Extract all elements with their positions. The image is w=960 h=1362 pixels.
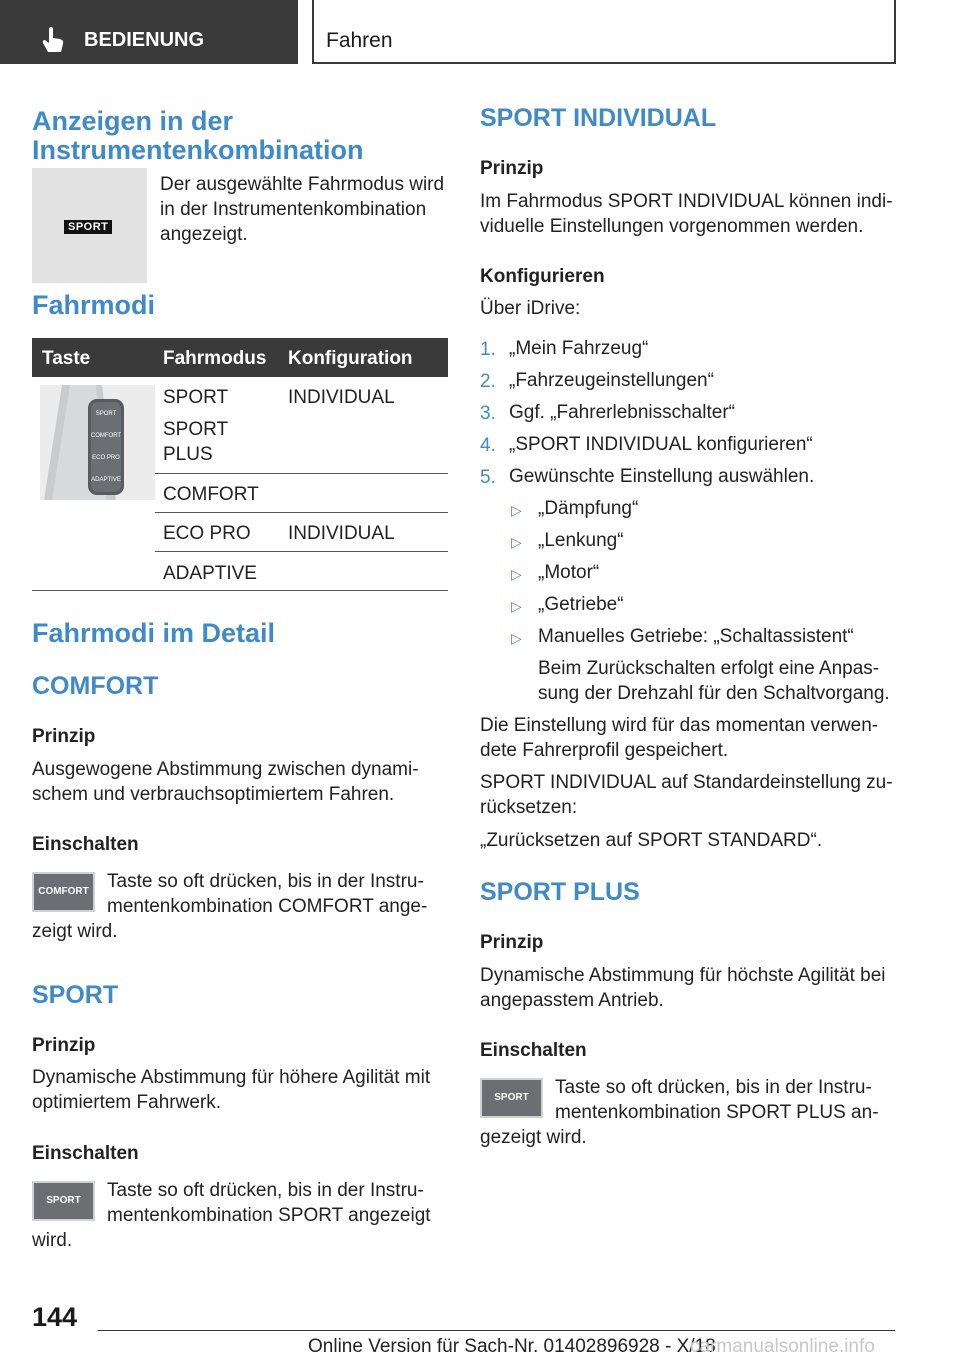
individual-configure-label: Konfigurieren [480, 266, 605, 287]
sport-plus-switch-label: Einschalten [480, 1040, 587, 1061]
individual-principle-label: Prinzip [480, 158, 544, 179]
table-header-config: Konfiguration [288, 348, 413, 369]
table-row-divider [155, 551, 448, 552]
mode-switch-console-image [40, 385, 155, 500]
cluster-display-image [32, 168, 147, 283]
step-number: 2. [480, 371, 496, 392]
mode-sport-plus-line2: PLUS [163, 444, 213, 465]
sport-plus-principle-label: Prinzip [480, 932, 544, 953]
comfort-button-image [32, 872, 95, 912]
mode-adaptive: ADAPTIVE [163, 563, 257, 584]
modes-heading: Fahrmodi [32, 290, 156, 320]
sport-plus-principle-line2: angepasstem Antrieb. [480, 990, 664, 1011]
step-text: Ggf. „Fahrerlebnisschalter“ [509, 402, 735, 423]
sport-switch-line3: wird. [32, 1230, 73, 1251]
reset-line2: rücksetzen: [480, 797, 578, 818]
sport-plus-button-label: SPORT [494, 1092, 529, 1103]
step-number: 3. [480, 403, 496, 424]
sport-principle-label: Prinzip [32, 1035, 96, 1056]
step-text: „Fahrzeugeinstellungen“ [509, 370, 714, 391]
sport-switch-line2: mentenkombination SPORT angezeigt [107, 1205, 431, 1226]
table-header-key: Taste [42, 348, 91, 369]
step-text: „Mein Fahrzeug“ [509, 338, 649, 359]
bullet-note-line1: Beim Zurückschalten erfolgt eine Anpas‐ [538, 658, 880, 679]
bullet-triangle-icon: ▷ [511, 598, 522, 614]
bullet-note-line2: sung der Drehzahl für den Schaltvorgang. [538, 683, 890, 704]
comfort-button-label: COMFORT [38, 886, 89, 897]
console-label-adaptive: ADAPTIVE [91, 477, 121, 483]
header-chapter-tab [312, 0, 896, 64]
comfort-switch-line1: Taste so oft drücken, bis in der Instru‐ [107, 871, 424, 892]
sport-button-label: SPORT [46, 1195, 81, 1206]
step-number: 5. [480, 467, 496, 488]
cluster-display-label: SPORT [64, 220, 112, 234]
individual-heading: SPORT INDIVIDUAL [480, 104, 717, 132]
bullet-triangle-icon: ▷ [511, 502, 522, 518]
sport-switch-label: Einschalten [32, 1143, 139, 1164]
display-heading-line2: Instrumentenkombination [32, 135, 364, 165]
mode-comfort: COMFORT [163, 484, 259, 505]
individual-principle-line2: viduelle Einstellungen vorgenommen werden. [480, 216, 864, 237]
sport-plus-switch-line3: gezeigt wird. [480, 1127, 587, 1148]
bullet-triangle-icon: ▷ [511, 534, 522, 550]
table-bottom-line [32, 590, 448, 591]
footer-rule [98, 1330, 895, 1331]
sport-switch-line1: Taste so oft drücken, bis in der Instru‐ [107, 1180, 424, 1201]
sport-button-image [32, 1181, 95, 1221]
comfort-switch-line2: mentenkombination COMFORT ange‐ [107, 896, 428, 917]
step-text: Gewünschte Einstellung auswählen. [509, 466, 815, 487]
sport-plus-button-image [480, 1078, 543, 1118]
bullet-text: „Motor“ [538, 562, 600, 583]
page-number: 144 [32, 1302, 78, 1332]
bullet-text: „Getriebe“ [538, 594, 624, 615]
table-header-mode: Fahrmodus [163, 348, 267, 369]
comfort-principle-line2: schem und verbrauchsoptimiertem Fahren. [32, 784, 395, 805]
hand-pointer-icon [40, 26, 66, 54]
header-section-title: BEDIENUNG [84, 29, 205, 51]
step-number: 1. [480, 339, 496, 360]
config-sport: INDIVIDUAL [288, 387, 395, 408]
step-text: „SPORT INDIVIDUAL konfigurieren“ [509, 434, 813, 455]
footer-version-text: Online Version für Sach-Nr. 01402896928 - X/18 [308, 1336, 716, 1357]
sport-plus-switch-line1: Taste so oft drücken, bis in der Instru‐ [555, 1077, 872, 1098]
bullet-text: „Lenkung“ [538, 530, 624, 551]
console-label-comfort: COMFORT [90, 433, 122, 439]
comfort-principle-label: Prinzip [32, 726, 96, 747]
header-chapter-title: Fahren [326, 29, 393, 52]
table-row-divider [155, 473, 448, 474]
saved-line1: Die Einstellung wird für das momentan verwen‐ [480, 715, 879, 736]
watermark: carmanualsonline.info [690, 1336, 875, 1357]
sport-heading: SPORT [32, 981, 119, 1009]
detail-heading: Fahrmodi im Detail [32, 618, 276, 648]
comfort-heading: COMFORT [32, 672, 159, 700]
console-label-eco-pro: ECO PRO [92, 455, 120, 461]
saved-line2: dete Fahrerprofil gespeichert. [480, 740, 729, 761]
table-row-divider [155, 512, 448, 513]
comfort-switch-line3: zeigt wird. [32, 921, 118, 942]
mode-sport-plus-line1: SPORT [163, 419, 229, 440]
display-text-line3: angezeigt. [160, 224, 248, 245]
comfort-switch-label: Einschalten [32, 834, 139, 855]
display-text-line1: Der ausgewählte Fahrmodus wird [160, 174, 445, 195]
bullet-text: „Dämpfung“ [538, 498, 639, 519]
individual-via: Über iDrive: [480, 298, 581, 319]
bullet-triangle-icon: ▷ [511, 630, 522, 646]
individual-principle-line1: Im Fahrmodus SPORT INDIVIDUAL können indi‐ [480, 191, 893, 212]
sport-plus-principle-line1: Dynamische Abstimmung für höchste Agilität bei [480, 965, 886, 986]
sport-principle-line2: optimiertem Fahrwerk. [32, 1092, 221, 1113]
console-label-sport: SPORT [95, 411, 117, 417]
reset-line1: SPORT INDIVIDUAL auf Standardeinstellung zu‐ [480, 772, 893, 793]
bullet-triangle-icon: ▷ [511, 566, 522, 582]
config-eco-pro: INDIVIDUAL [288, 523, 395, 544]
display-text-line2: in der Instrumentenkombination [160, 199, 427, 220]
display-heading-line1: Anzeigen in der [32, 106, 234, 136]
sport-plus-heading: SPORT PLUS [480, 878, 640, 906]
bullet-text: Manuelles Getriebe: „Schaltassistent“ [538, 626, 854, 647]
step-number: 4. [480, 435, 496, 456]
sport-plus-switch-line2: mentenkombination SPORT PLUS an‐ [555, 1102, 879, 1123]
sport-principle-line1: Dynamische Abstimmung für höhere Agilität mit [32, 1067, 431, 1088]
comfort-principle-line1: Ausgewogene Abstimmung zwischen dynami‐ [32, 759, 419, 780]
mode-sport: SPORT [163, 387, 229, 408]
reset-line3: „Zurücksetzen auf SPORT STANDARD“. [480, 830, 823, 851]
mode-eco-pro: ECO PRO [163, 523, 251, 544]
